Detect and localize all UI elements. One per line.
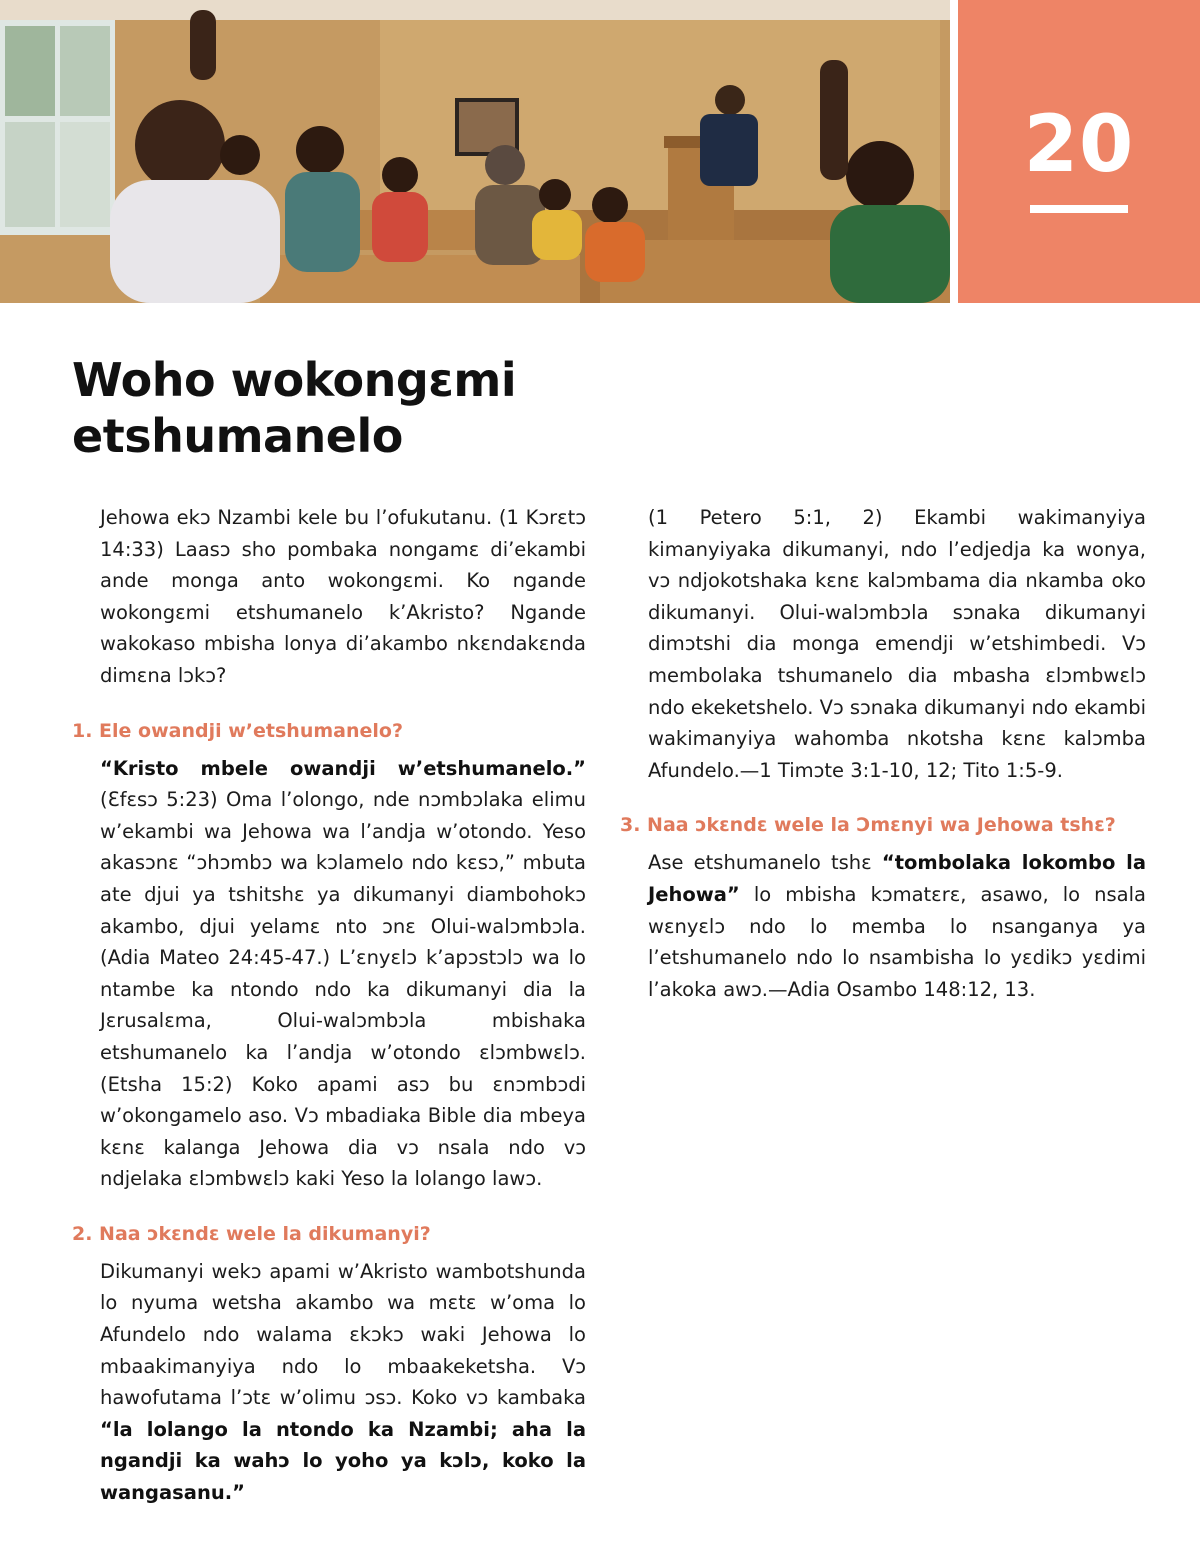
congregation-meeting-photo [0,0,950,303]
lesson-title-line-1: Woho wokongɛmi [72,353,517,407]
question-1-heading: 1. Ele owandji w’etshumanelo? [72,719,403,742]
chapter-badge [958,0,1200,303]
chapter-number: 20 [1023,100,1135,190]
right-column [620,502,1146,1017]
lesson-title-line-2: etshumanelo [72,409,403,463]
photo-illustration [0,0,950,303]
lesson-title [72,352,672,464]
question-3-text-start: Ase etshumanelo tshɛ [648,851,882,875]
question-2-paragraph-start [72,1256,586,1509]
left-column [72,502,586,1521]
chapter-underline [1030,205,1128,213]
question-2-paragraph-continued: (1 Petero 5:1, 2) Ekambi wakimanyiya kimanyiyaka dikumanyi, ndo l’edjedja ka wonya, vɔ ndjokotshaka kɛnɛ kalɔmbama dia nkamba oko dikumanyi. Olui-walɔmbɔla sɔnaka dikumanyi dimɔtshi dia monga emendji w’etshimbedi. Vɔ membolaka tshumanelo dia mbasha ɛlɔmbwɛlɔ ndo ekeketshelo. Vɔ sɔnaka dikumanyi ndo ekambi wakimanyiya wahomba nkotsha kɛnɛ kalɔmba Afundelo.—1 Timɔte 3:1-10, 12; Tito 1:5-9. [648,506,1147,782]
question-2-heading: 2. Naa ɔkɛndɛ wele la dikumanyi? [72,1222,431,1245]
intro-paragraph: Jehowa ekɔ Nzambi kele bu l’ofukutanu. (1 Kɔrɛtɔ 14:33) Laasɔ sho pombaka nongamɛ di’ekambi ande monga anto wokongɛmi. Ko ngande wokongɛmi etshumanelo k’Akristo? Ngande wakokaso mbisha lonya di’akambo nkɛndakɛnda dimɛna lɔkɔ? [100,506,586,687]
question-1-paragraph [72,753,586,1195]
question-3-paragraph [620,847,1146,1005]
question-1-bold-quote: “Kristo mbele owandji w’etshumanelo.” [100,756,586,780]
question-3-heading: 3. Naa ɔkɛndɛ wele la Ɔmɛnyi wa Jehowa tshɛ? [620,814,1116,837]
question-3-bold-quote: “tombolaka lokombo la Jehowa” [648,851,1147,906]
question-2-bold-quote: “la lolango la ntondo ka Nzambi; aha la ngandji ka wahɔ lo yoho ya kɔlɔ, koko la wangasanu.” [100,1417,586,1505]
question-2-text-start: Dikumanyi wekɔ apami w’Akristo wambotshunda lo nyuma wetsha akambo wa mɛtɛ w’oma lo Afundelo ndo walama ɛkɔkɔ waki Jehowa lo mbaakimanyiya ndo lo mbaakeketsha. Vɔ hawofutama l’ɔtɛ w’olimu ɔsɔ. Koko vɔ kambaka [100,1259,586,1410]
question-1-text: (Ɛfɛsɔ 5:23) Oma l’olongo, nde nɔmbɔlaka elimu w’ekambi wa Jehowa wa l’andja w’otondo. Yeso akasɔnɛ “ɔhɔmbɔ wa kɔlamelo ndo kɛsɔ,” mbuta ate djui ya tshitshɛ ya dikumanyi diambohokɔ akambo, djui yelamɛ nto ɔnɛ Olui-walɔmbɔla. (Adia Mateo 24:45-47.) L’ɛnyɛlɔ k’apɔstɔlɔ wa lo ntambe ka ntondo ndo ka dikumanyi dia la Jɛrusalɛma, Olui-walɔmbɔla mbishaka etshumanelo ka l’andja w’otondo ɛlɔmbwɛlɔ. (Etsha 15:2) Koko apami asɔ bu ɛnɔmbɔdi w’okongamelo aso. Vɔ mbadiaka Bible dia mbeya kɛnɛ kalanga Jehowa dia vɔ nsala ndo vɔ ndjelaka ɛlɔmbwɛlɔ kaki Yeso la lolango lawɔ. [100,788,586,1191]
question-3-text-end: lo mbisha kɔmatɛrɛ, asawo, lo nsala wɛnyɛlɔ ndo lo memba lo nsanganya ya l’etshumanelo ndo lo nsambisha lo yɛdikɔ yɛdimi l’akoka awɔ.—Adia Osambo 148:12, 13. [648,882,1146,1001]
